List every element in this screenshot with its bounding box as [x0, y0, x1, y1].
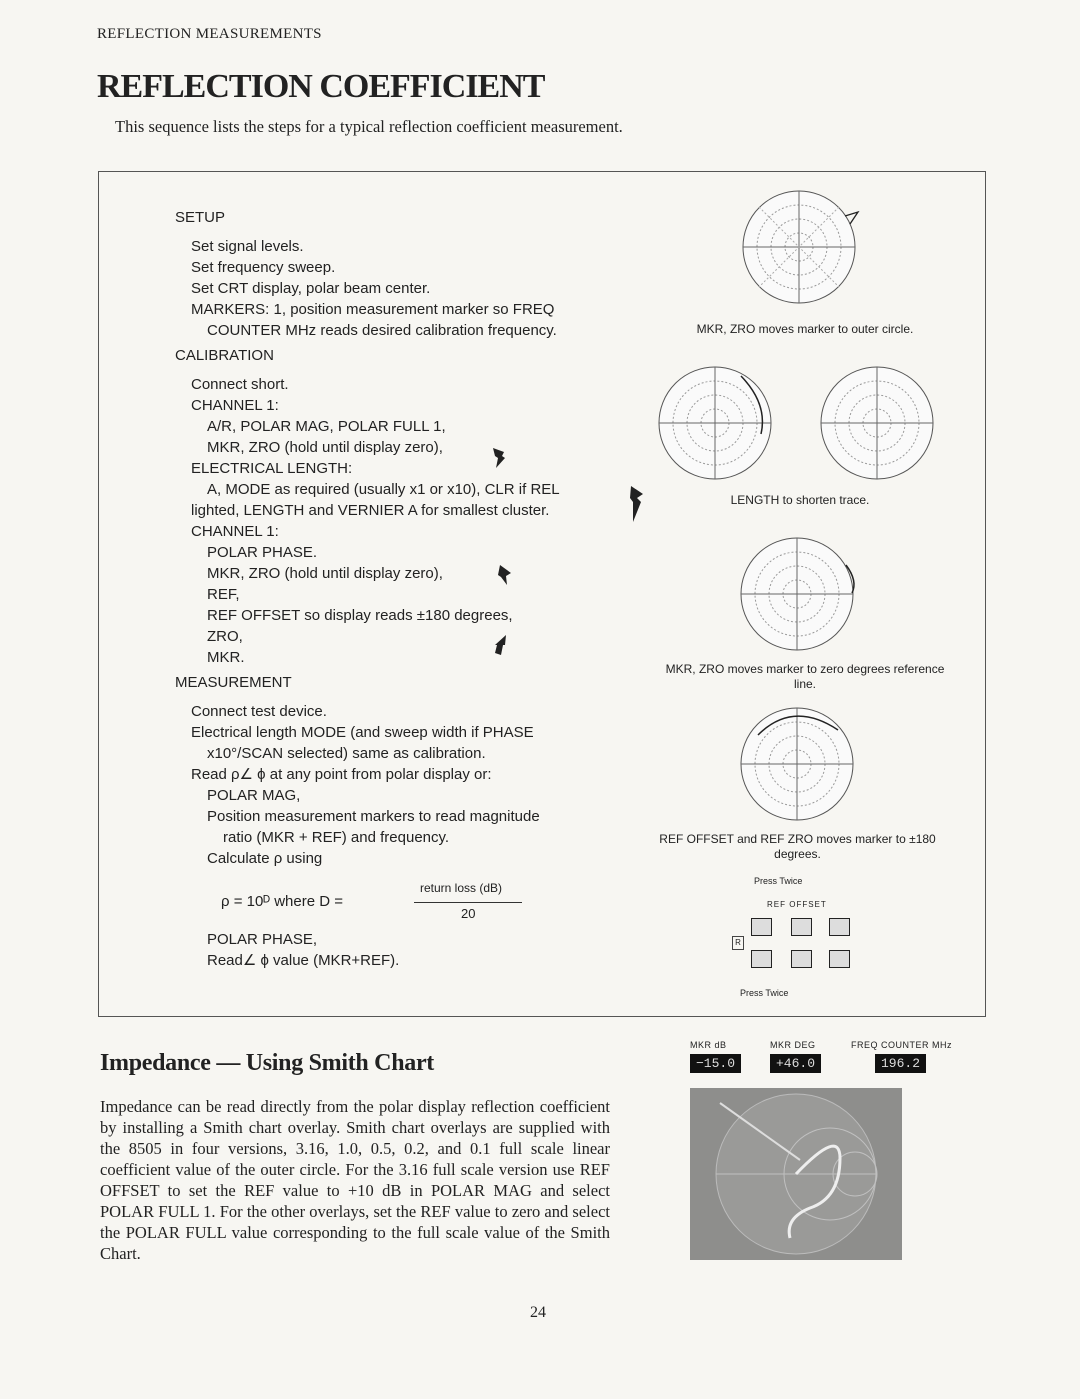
down-key[interactable] [791, 950, 812, 968]
display-label: MKR dB [690, 1040, 727, 1050]
polar-display-icon [740, 188, 862, 310]
up-key[interactable] [829, 918, 850, 936]
intro-text: This sequence lists the steps for a typical reflection coefficient measurement. [115, 117, 623, 136]
calibration-line: MKR, ZRO (hold until display zero), [207, 565, 443, 582]
arrow-icon [495, 563, 515, 587]
calibration-line: POLAR PHASE. [207, 544, 318, 561]
arrow-icon [490, 446, 510, 470]
end-line: Read∠ ϕ value (MKR+REF). [207, 952, 400, 969]
calibration-line: REF, [207, 586, 240, 603]
setup-line: MARKERS: 1, position measurement marker so FREQ [191, 301, 555, 318]
formula-numerator: return loss (dB) [420, 881, 503, 895]
measurement-line: Electrical length MODE (and sweep width if PHASE [191, 724, 534, 741]
impedance-paragraph: Impedance can be read directly from the polar display reflection coefficient by installing a Smith chart overlay. Smith chart overlays are supplied with the 8505 in four versions, 3.16, 1.0, 0.5, 0.2, and 0.1 full scale linear coefficient value of the outer circle. For the 3.16 full scale version use REF OFFSET to set the REF value to +10 dB in POLAR MAG and select POLAR FULL 1. For the other overlays, set the REF value to zero and select the POLAR FULL value corresponding to the full scale value of the Smith Chart. [100, 1097, 610, 1263]
calibration-line: Connect short. [191, 376, 289, 393]
measurement-line: Read ρ∠ ϕ at any point from polar display or: [191, 766, 492, 783]
display-label: MKR DEG [770, 1040, 816, 1050]
procedure-text [175, 207, 625, 869]
ref-offset-label: REF OFFSET [767, 900, 827, 909]
polar-display-icon [656, 364, 778, 486]
setup-heading: SETUP [175, 209, 226, 226]
display-value: −15.0 [690, 1054, 741, 1073]
up-key[interactable] [751, 918, 772, 936]
measurement-line: Position measurement markers to read magnitude [207, 808, 540, 825]
smith-chart-photo [690, 1088, 902, 1260]
figure-caption: REF OFFSET and REF ZRO moves marker to ±180 degrees. [659, 832, 936, 861]
measurement-line: POLAR MAG, [207, 787, 301, 804]
setup-line: COUNTER MHz reads desired calibration frequency. [207, 322, 557, 339]
figure-caption: MKR, ZRO moves marker to outer circle. [696, 322, 914, 336]
calibration-line: ELECTRICAL LENGTH: [191, 460, 353, 477]
polar-phase-end [207, 929, 399, 971]
smith-chart-icon [690, 1088, 902, 1260]
down-key[interactable] [829, 950, 850, 968]
measurement-line: Connect test device. [191, 703, 327, 720]
polar-display-icon [818, 364, 940, 486]
calibration-line: MKR, ZRO (hold until display zero), [207, 439, 443, 456]
calibration-line: A/R, POLAR MAG, POLAR FULL 1, [207, 418, 446, 435]
polar-display-icon [738, 705, 860, 827]
setup-line: Set signal levels. [191, 238, 304, 255]
calibration-line: lighted, LENGTH and VERNIER A for smallest cluster. [191, 502, 550, 519]
display-value: +46.0 [770, 1054, 821, 1073]
setup-line: Set frequency sweep. [191, 259, 336, 276]
page-number: 24 [530, 1304, 546, 1321]
setup-line: Set CRT display, polar beam center. [191, 280, 431, 297]
arrow-icon [627, 484, 647, 524]
running-head: REFLECTION MEASUREMENTS [97, 26, 322, 42]
calibration-line: MKR. [207, 649, 245, 666]
display-value: 196.2 [875, 1054, 926, 1073]
formula-left: ρ = 10ᴰ where D = [221, 893, 343, 910]
calibration-line: A, MODE as required (usually x1 or x10), CLR if REL [207, 481, 560, 498]
measurement-line: ratio (MKR + REF) and frequency. [223, 829, 450, 846]
measurement-line: Calculate ρ using [207, 850, 323, 867]
calibration-line: CHANNEL 1: [191, 523, 279, 540]
section-heading: Impedance — Using Smith Chart [100, 1050, 434, 1076]
calibration-heading: CALIBRATION [175, 347, 274, 364]
rho-formula [221, 881, 521, 929]
display-label: FREQ COUNTER MHz [851, 1040, 952, 1050]
polar-display-icon [738, 535, 860, 657]
r-key: R [732, 936, 744, 950]
measurement-line: x10°/SCAN selected) same as calibration. [207, 745, 486, 762]
arrow-icon [491, 633, 511, 659]
figure-caption: LENGTH to shorten trace. [730, 493, 870, 507]
press-twice-label: Press Twice [740, 988, 789, 998]
figure-caption: MKR, ZRO moves marker to zero degrees reference line. [665, 662, 945, 691]
page-title: REFLECTION COEFFICIENT [97, 68, 545, 105]
press-twice-label: Press Twice [754, 876, 803, 886]
down-key[interactable] [751, 950, 772, 968]
calibration-line: ZRO, [207, 628, 243, 645]
formula-denominator: 20 [461, 906, 476, 921]
measurement-heading: MEASUREMENT [175, 674, 292, 691]
end-line: POLAR PHASE, [207, 931, 318, 948]
up-key[interactable] [791, 918, 812, 936]
calibration-line: CHANNEL 1: [191, 397, 279, 414]
fraction-bar [414, 902, 522, 903]
calibration-line: REF OFFSET so display reads ±180 degrees, [207, 607, 513, 624]
